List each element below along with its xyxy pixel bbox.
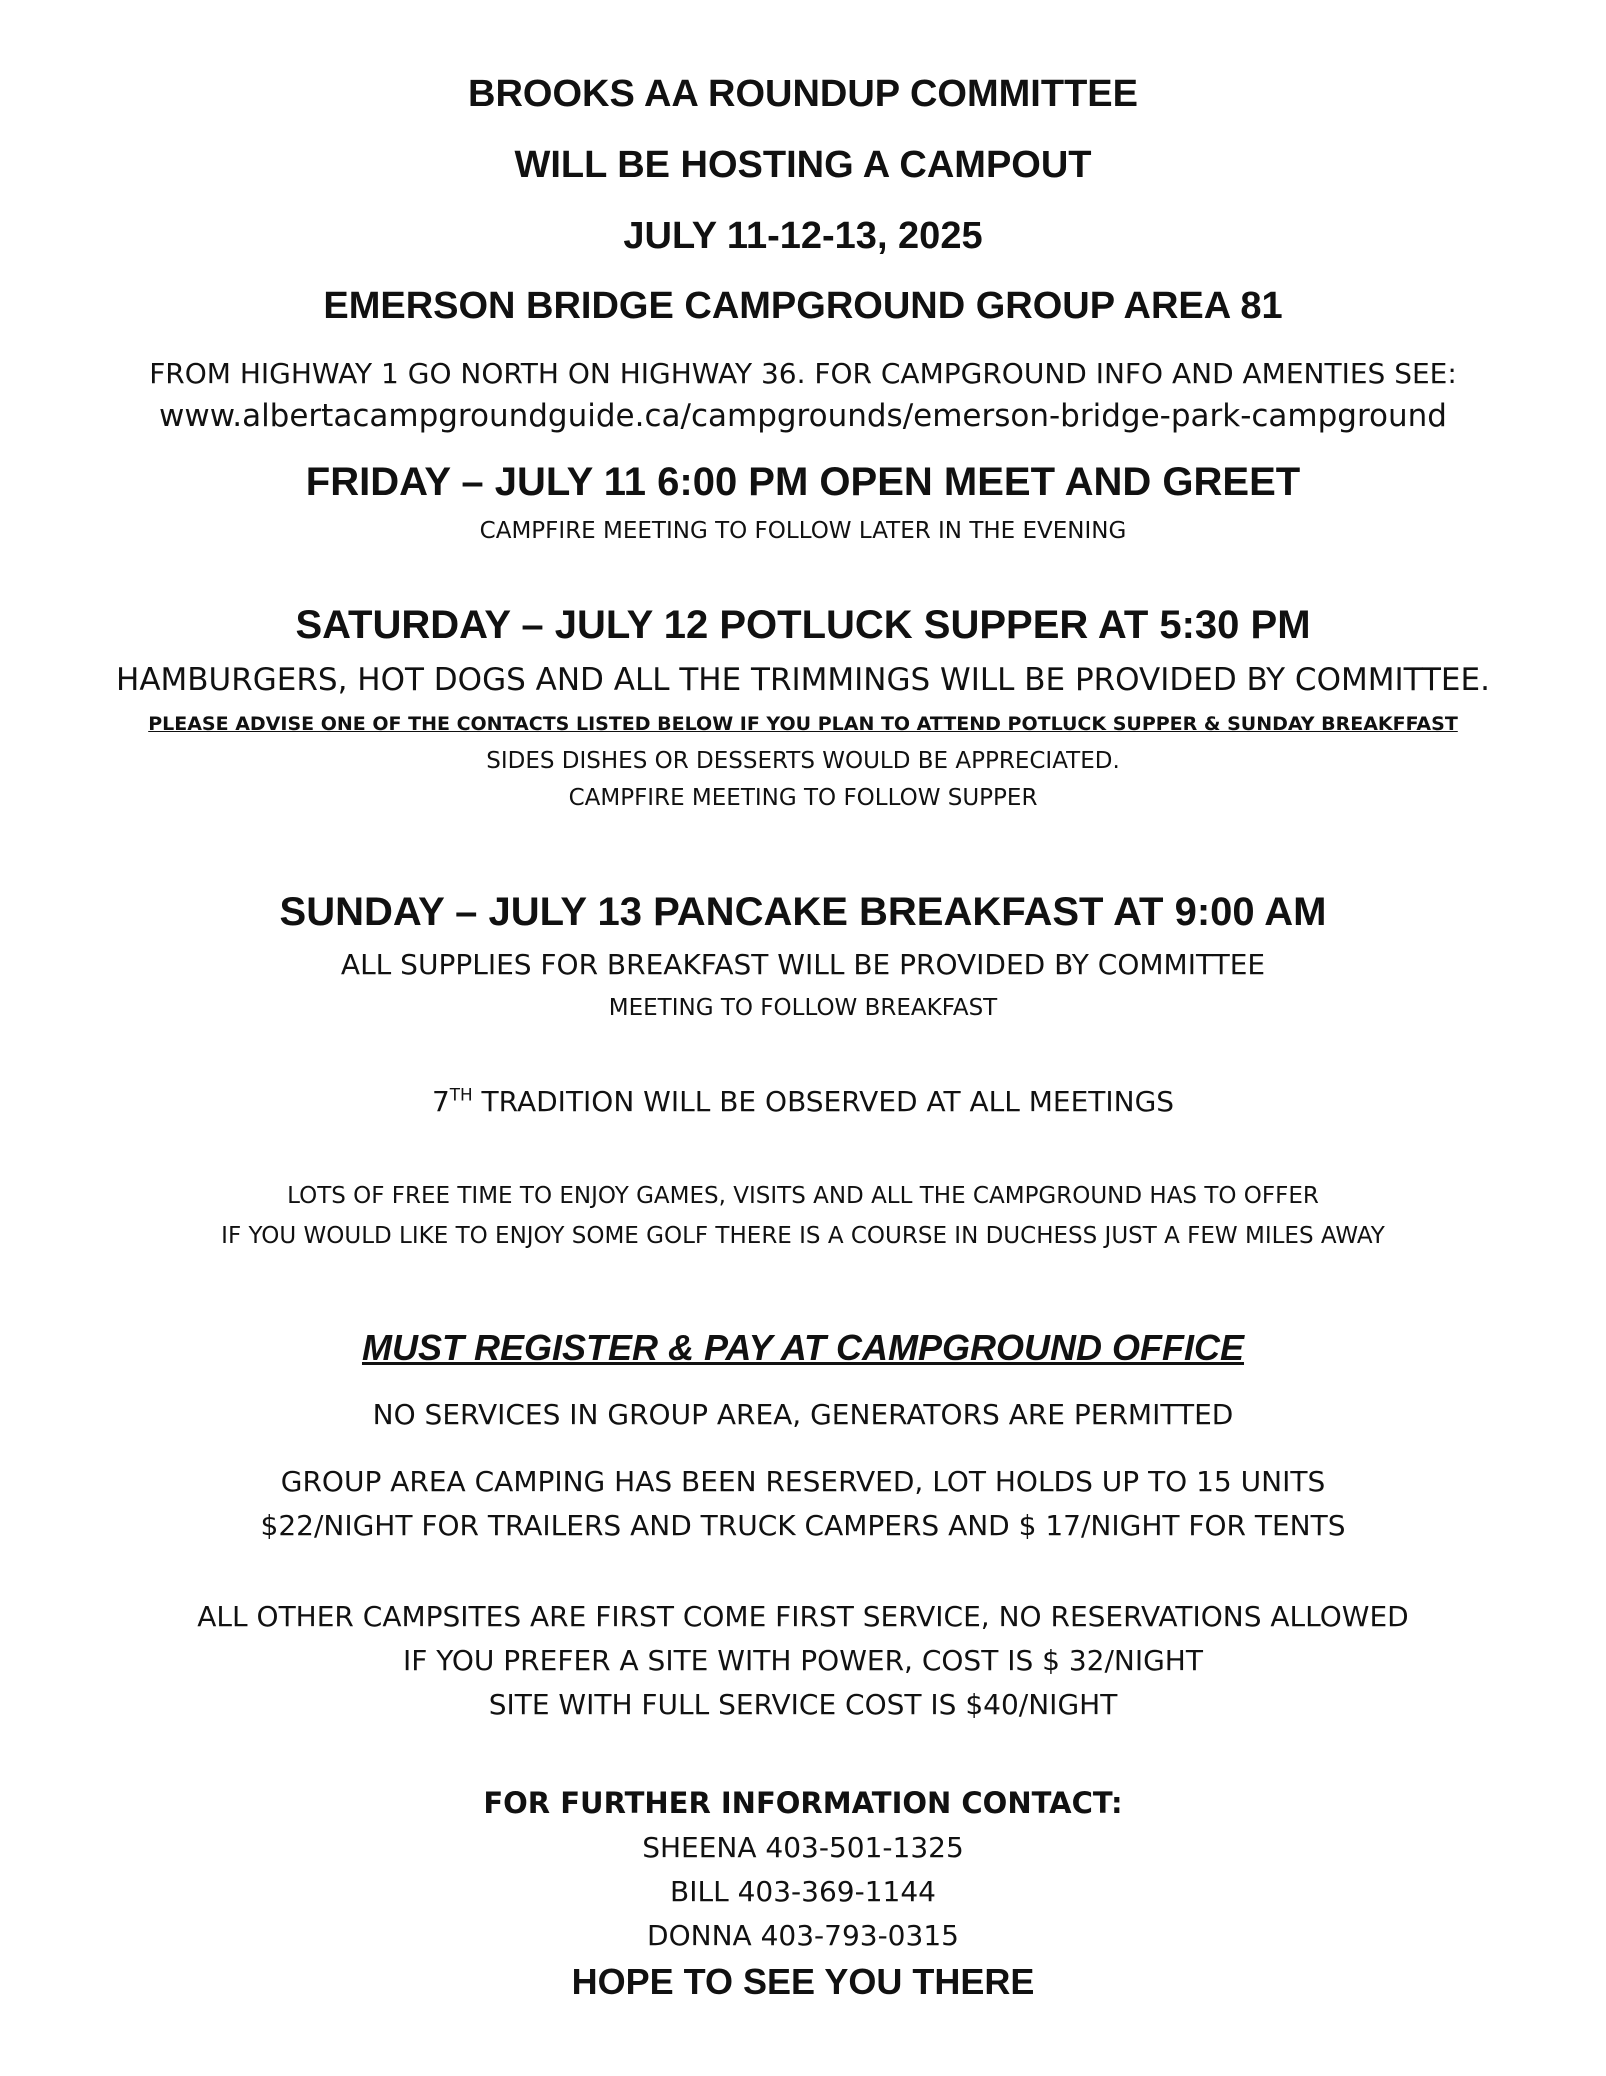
group-area-rates: $22/NIGHT FOR TRAILERS AND TRUCK CAMPERS AND $ 17/NIGHT FOR TENTS: [260, 1509, 1346, 1542]
power-site-cost: IF YOU PREFER A SITE WITH POWER, COST IS $ 32/NIGHT: [403, 1644, 1203, 1677]
no-services-note: NO SERVICES IN GROUP AREA, GENERATORS ARE PERMITTED: [372, 1398, 1234, 1431]
saturday-campfire: CAMPFIRE MEETING TO FOLLOW SUPPER: [568, 785, 1038, 811]
directions-text: FROM HIGHWAY 1 GO NORTH ON HIGHWAY 36. FOR CAMPGROUND INFO AND AMENTIES SEE:: [149, 357, 1457, 390]
sunday-supplies: ALL SUPPLIES FOR BREAKFAST WILL BE PROVIDED BY COMMITTEE: [340, 948, 1266, 981]
closing-message: HOPE TO SEE YOU THERE: [571, 1961, 1035, 2002]
contact-heading: FOR FURTHER INFORMATION CONTACT:: [483, 1786, 1123, 1820]
contact-sheena: SHEENA 403-501-1325: [642, 1831, 964, 1864]
tradition-number: 7: [431, 1085, 450, 1118]
register-heading: MUST REGISTER & PAY AT CAMPGROUND OFFICE: [361, 1327, 1245, 1368]
tradition-note: [0, 1085, 1606, 1118]
freetime-line2: IF YOU WOULD LIKE TO ENJOY SOME GOLF THERE IS A COURSE IN DUCHESS JUST A FEW MILES AWAY: [221, 1223, 1385, 1249]
other-campsites: ALL OTHER CAMPSITES ARE FIRST COME FIRST SERVICE, NO RESERVATIONS ALLOWED: [197, 1600, 1409, 1633]
saturday-food: HAMBURGERS, HOT DOGS AND ALL THE TRIMMINGS WILL BE PROVIDED BY COMMITTEE.: [116, 662, 1490, 698]
group-area-reserved: GROUP AREA CAMPING HAS BEEN RESERVED, LOT HOLDS UP TO 15 UNITS: [280, 1465, 1326, 1498]
full-service-cost: SITE WITH FULL SERVICE COST IS $40/NIGHT: [488, 1688, 1118, 1721]
saturday-sides: SIDES DISHES OR DESSERTS WOULD BE APPRECIATED.: [486, 748, 1120, 774]
tradition-suffix: TH: [449, 1084, 473, 1105]
friday-title: FRIDAY – JULY 11 6:00 PM OPEN MEET AND GREET: [305, 460, 1301, 504]
header-hosting: WILL BE HOSTING A CAMPOUT: [514, 144, 1092, 186]
contact-donna: DONNA 403-793-0315: [647, 1919, 959, 1952]
tradition-text: TRADITION WILL BE OBSERVED AT ALL MEETINGS: [472, 1085, 1175, 1118]
saturday-advise: PLEASE ADVISE ONE OF THE CONTACTS LISTED BELOW IF YOU PLAN TO ATTEND POTLUCK SUPPER & SUNDAY BREAKFFAST: [148, 713, 1458, 735]
header-committee: BROOKS AA ROUNDUP COMMITTEE: [468, 73, 1138, 115]
saturday-title: SATURDAY – JULY 12 POTLUCK SUPPER AT 5:30 PM: [295, 603, 1311, 647]
header-location: EMERSON BRIDGE CAMPGROUND GROUP AREA 81: [323, 285, 1283, 327]
sunday-meeting: MEETING TO FOLLOW BREAKFAST: [608, 995, 998, 1021]
sunday-title: SUNDAY – JULY 13 PANCAKE BREAKFAST AT 9:00 AM: [279, 890, 1327, 934]
freetime-line1: LOTS OF FREE TIME TO ENJOY GAMES, VISITS AND ALL THE CAMPGROUND HAS TO OFFER: [287, 1183, 1319, 1209]
friday-note: CAMPFIRE MEETING TO FOLLOW LATER IN THE EVENING: [479, 518, 1127, 544]
campground-url: www.albertacampgroundguide.ca/campgrounds/emerson-bridge-park-campground: [159, 398, 1447, 434]
contact-bill: BILL 403-369-1144: [670, 1875, 936, 1908]
header-dates: JULY 11-12-13, 2025: [623, 215, 983, 257]
